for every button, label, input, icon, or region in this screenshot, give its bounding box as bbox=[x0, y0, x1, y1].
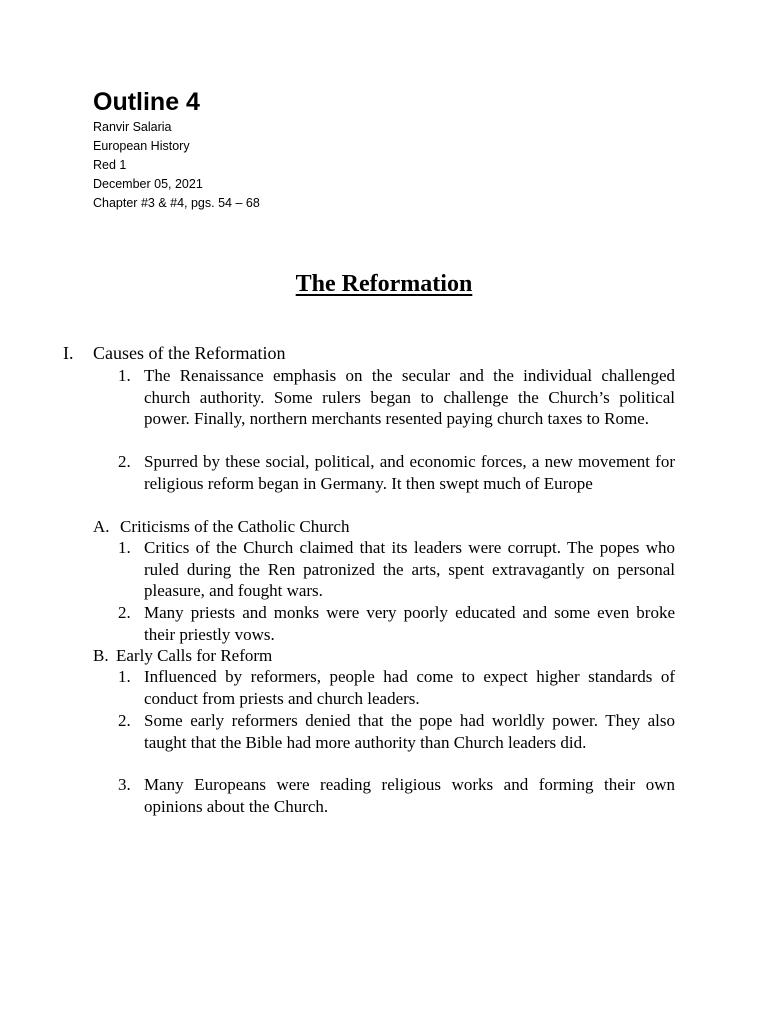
document-date: December 05, 2021 bbox=[93, 177, 203, 191]
section-numeral: I. bbox=[63, 343, 74, 363]
list-item-text: Spurred by these social, political, and economic forces, a new movement for religious reform began in Germany. It then swept much of Europe bbox=[144, 452, 675, 493]
list-item-number: 1. bbox=[118, 366, 131, 385]
list-item-text: Many Europeans were reading religious works and forming their own opinions about the Church. bbox=[144, 775, 675, 816]
list-item-number: 2. bbox=[118, 452, 131, 471]
subsection-letter: A. bbox=[93, 517, 110, 536]
list-item-text: Some early reformers denied that the pope had worldly power. They also taught that the Bible had more authority than Church leaders did. bbox=[144, 711, 675, 752]
list-item-number: 3. bbox=[118, 775, 131, 794]
author-name: Ranvir Salaria bbox=[93, 120, 172, 134]
section-title: Causes of the Reformation bbox=[93, 343, 286, 363]
list-item-number: 2. bbox=[118, 603, 131, 622]
list-item-text: Influenced by reformers, people had come to expect higher standards of conduct from priests and church leaders. bbox=[144, 667, 675, 708]
subsection-letter: B. bbox=[93, 646, 109, 665]
list-item-number: 2. bbox=[118, 711, 131, 730]
main-heading-text: The Reformation bbox=[295, 271, 473, 297]
subsection-title: Criticisms of the Catholic Church bbox=[120, 517, 350, 536]
class-period: Red 1 bbox=[93, 158, 127, 172]
list-item-number: 1. bbox=[118, 538, 131, 557]
course-name: European History bbox=[93, 139, 190, 153]
subsection-title: Early Calls for Reform bbox=[116, 646, 273, 665]
reading-assignment: Chapter #3 & #4, pgs. 54 – 68 bbox=[93, 196, 260, 210]
list-item-text: Critics of the Church claimed that its leaders were corrupt. The popes who ruled during the Ren patronized the arts, spent extravagantly on personal pleasure, and fought wars. bbox=[144, 538, 675, 601]
list-item-number: 1. bbox=[118, 667, 131, 686]
document-title: Outline 4 bbox=[93, 88, 200, 116]
list-item-text: Many priests and monks were very poorly educated and some even broke their priestly vows. bbox=[144, 603, 675, 644]
list-item-text: The Renaissance emphasis on the secular and the individual challenged church authority. Some rulers began to challenge the Church’s political power. Finally, northern merchants resented paying church taxes to Rome. bbox=[144, 366, 675, 429]
